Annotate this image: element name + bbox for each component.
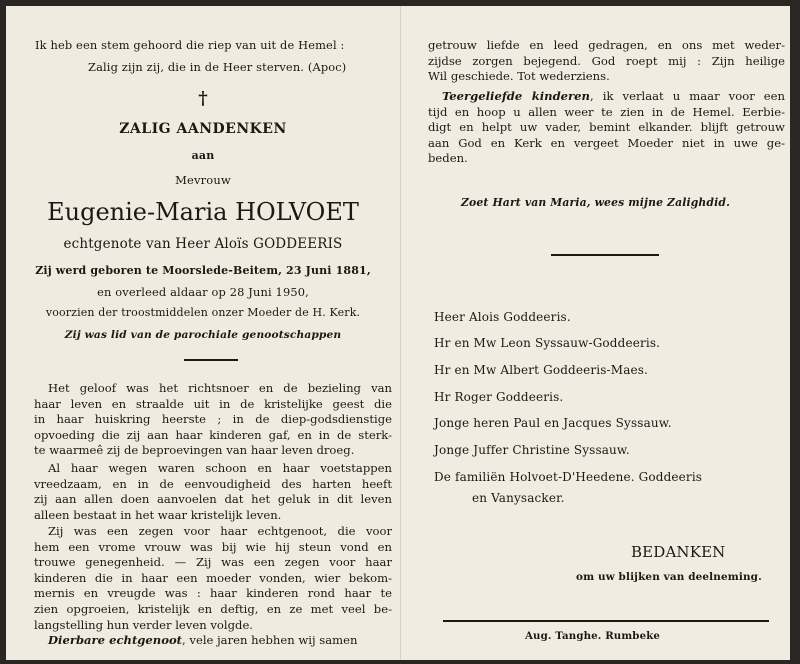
deceased-name: Eugenie-Maria HOLVOET (47, 198, 359, 226)
text-line: haar leven en straalde uit in de kristelijke geest die (34, 396, 392, 411)
text-line: langstelling hun verder leven volgde. (34, 617, 253, 632)
text-line: beden. (428, 151, 468, 166)
italic-address: Teergeliefde kinderen (442, 89, 590, 103)
divider (551, 254, 659, 256)
text-line: trouwe genegenheid. — Zij was een zegen voor haar (34, 555, 392, 570)
quote-line-2: Zalig zijn zij, die in de Heer sterven. (Apoc) (88, 60, 347, 74)
family-member: De familiën Holvoet-D'Heedene. Goddeeris (434, 470, 703, 484)
paragraph-continuation (428, 38, 785, 85)
death-line: en overleed aldaar op 28 Juni 1950, (97, 285, 309, 299)
text-rest: , vele jaren hebhen wij samen (182, 633, 358, 647)
text-line: mernis en vreugde was : haar kinderen rond haar te (34, 586, 392, 601)
text-line: hem een vrome vrouw was bij wie hij steun vond en (34, 539, 392, 554)
text-line: Wil geschiede. Tot wederziens. (428, 69, 610, 84)
thanks-heading: BEDANKEN (631, 543, 726, 561)
text-line: kinderen die in haar een moeder vonden, wier bekom- (34, 570, 392, 585)
cross-icon: † (198, 88, 208, 109)
text-line: digt en helpt uw vader, bemint elkander. blijft getrouw (428, 120, 785, 135)
text-line: zijdse zorgen bejegend. God roept mij : Zijn heilige (428, 53, 785, 68)
text-line: te waarmeê zij de beproevingen van haar leven droeg. (34, 443, 355, 458)
text-rest: , ik verlaat u maar voor een (589, 89, 785, 103)
prayer-line: Zoet Hart van Maria, wees mijne Zalighdid. (461, 196, 730, 209)
paragraph-blessing (34, 524, 392, 633)
paragraph-faith (34, 381, 392, 459)
text-line (428, 89, 785, 105)
text-line: in haar huiskring heerste ; in de diep-godsdienstige (34, 412, 392, 427)
family-member: Hr Roger Goddeeris. (434, 390, 564, 404)
paragraph-children (428, 89, 785, 167)
family-member: Jonge Juffer Christine Syssauw. (434, 443, 630, 457)
footer-rule (443, 620, 769, 622)
left-page (6, 6, 401, 660)
italic-address: Dierbare echtgenoot (48, 633, 183, 647)
thanks-subline: om uw blijken van deelneming. (576, 571, 762, 583)
sacraments-line: voorzien der troostmiddelen onzer Moeder de H. Kerk. (45, 306, 361, 319)
aan-label: aan (191, 149, 215, 162)
paragraph-spouse-address (34, 633, 392, 649)
quote-line-1: Ik heb een stem gehoord die riep van uit de Hemel : (35, 38, 345, 52)
text-line: Zij was een zegen voor haar echtgenoot, die voor (48, 524, 392, 538)
membership-line: Zij was lid van de parochiale genootschappen (64, 329, 342, 341)
family-member: Jonge heren Paul en Jacques Syssauw. (434, 416, 672, 430)
family-member-continuation: en Vanysacker. (472, 491, 565, 505)
divider (184, 359, 238, 361)
text-line: tijd en hoop u allen weer te zien in de Hemel. Eerbie- (428, 104, 785, 119)
text-line: vreedzaam, en in de eenvoudigheid des harten heeft (34, 476, 392, 491)
text-line (34, 633, 392, 649)
text-line: getrouw liefde en leed gedragen, en ons met weder- (428, 38, 785, 52)
text-line: zien opgroeien, kristelijk en deftig, en ze met veel be- (34, 601, 392, 616)
family-member: Hr en Mw Leon Syssauw-Goddeeris. (434, 336, 661, 350)
family-member: Heer Alois Goddeeris. (434, 310, 571, 324)
text-line: aan God en Kerk en vergeet Moeder niet in uwe ge- (428, 135, 785, 150)
family-member: Hr en Mw Albert Goddeeris-Maes. (434, 363, 649, 377)
mevrouw-label: Mevrouw (175, 173, 231, 187)
text-line: Al haar wegen waren schoon en haar voetstappen (48, 461, 392, 475)
paragraph-ways (34, 461, 392, 523)
text-line: opvoeding die zij aan haar kinderen gaf, en in de sterk- (34, 427, 392, 442)
memorial-heading: ZALIG AANDENKEN (119, 121, 287, 137)
text-line: zij aan allen doen aanvoelen dat het geluk in dit leven (34, 492, 392, 507)
spouse-line: echtgenote van Heer Aloïs GODDEERIS (63, 236, 343, 252)
right-page (401, 6, 790, 660)
text-line: Het geloof was het richtsnoer en de bezieling van (48, 381, 392, 395)
birth-line: Zij werd geboren te Moorslede-Beitem, 23 Juni 1881, (35, 264, 371, 277)
printer-credit: Aug. Tanghe. Rumbeke (525, 630, 661, 642)
text-line: alleen bestaat in het waar kristelijk leven. (34, 507, 282, 522)
